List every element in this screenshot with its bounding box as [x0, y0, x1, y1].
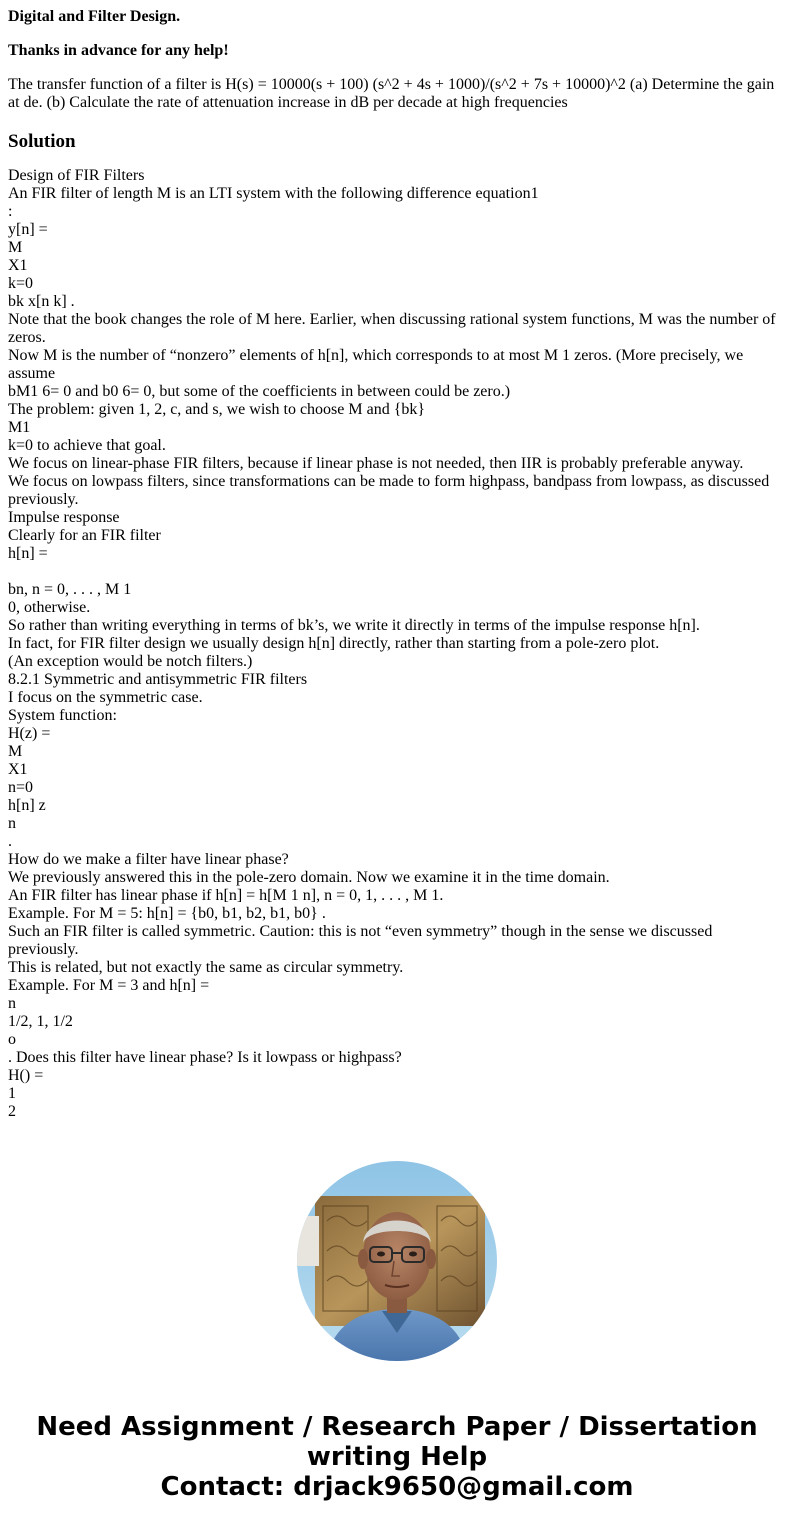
solution-line: An FIR filter has linear phase if h[n] = h[M 1 n], n = 0, 1, . . . , M 1. — [8, 887, 444, 904]
solution-line: I focus on the symmetric case. — [8, 689, 203, 706]
solution-line: In fact, for FIR filter design we usually design h[n] directly, rather than starting from a pole-zero plot. — [8, 635, 660, 652]
footer-line-2: writing Help — [306, 1442, 488, 1472]
solution-line: We focus on lowpass filters, since transformations can be made to form highpass, bandpass from lowpass, as discussed previously. — [8, 473, 770, 508]
solution-line: n=0 — [8, 779, 34, 796]
solution-line: n — [8, 995, 16, 1012]
solution-line: This is related, but not exactly the same as circular symmetry. — [8, 959, 404, 976]
solution-line: M — [8, 743, 23, 760]
solution-line: 2 — [8, 1103, 16, 1120]
solution-line: bn, n = 0, . . . , M 1 — [8, 581, 132, 598]
solution-line: 1/2, 1, 1/2 — [8, 1013, 73, 1030]
solution-line: We focus on linear-phase FIR filters, because if linear phase is not needed, then IIR is probably preferable anyway. — [8, 455, 744, 472]
solution-line: The problem: given 1, 2, c, and s, we wish to choose M and {bk} — [8, 401, 426, 418]
solution-line: We previously answered this in the pole-zero domain. Now we examine it in the time domain. — [8, 869, 610, 886]
footer-contact: Contact: drjack9650@gmail.com — [160, 1472, 634, 1502]
solution-line: H() = — [8, 1067, 44, 1084]
solution-line: Clearly for an FIR filter — [8, 527, 161, 544]
solution-line: Note that the book changes the role of M here. Earlier, when discussing rational system functions, M was the number of zeros. — [8, 311, 776, 346]
solution-line: n — [8, 815, 16, 832]
solution-line: h[n] z — [8, 797, 46, 814]
solution-line: Example. For M = 5: h[n] = {b0, b1, b2, b1, b0} . — [8, 905, 326, 922]
solution-line: X1 — [8, 257, 28, 274]
solution-line: 8.2.1 Symmetric and antisymmetric FIR filters — [8, 671, 308, 688]
solution-line: H(z) = — [8, 725, 51, 742]
solution-line: h[n] = — [8, 545, 48, 562]
solution-line: Example. For M = 3 and h[n] = — [8, 977, 210, 994]
solution-line: X1 — [8, 761, 28, 778]
question-thanks: Thanks in advance for any help! — [8, 42, 229, 59]
solution-line: Such an FIR filter is called symmetric. Caution: this is not “even symmetry” though in the sense we discussed previously. — [8, 923, 713, 958]
question-text: The transfer function of a filter is H(s) = 10000(s + 100) (s^2 + 4s + 1000)/(s^2 + 7s + 10000)^2 (a) Determine the gain at de. (b) Calculate the rate of attenuation increase in dB per decade at high frequencies — [8, 76, 775, 111]
solution-line: Impulse response — [8, 509, 120, 526]
solution-line: bM1 6= 0 and b0 6= 0, but some of the coefficients in between could be zero.) — [8, 383, 511, 400]
solution-line: k=0 to achieve that goal. — [8, 437, 166, 454]
solution-line: 1 — [8, 1085, 16, 1102]
footer-banner — [0, 1412, 794, 1502]
solution-line: So rather than writing everything in terms of bk’s, we write it directly in terms of the impulse response h[n]. — [8, 617, 700, 634]
author-photo-icon — [297, 1161, 497, 1361]
solution-body — [8, 167, 786, 1121]
solution-line: M — [8, 239, 23, 256]
solution-line: y[n] = — [8, 221, 48, 238]
solution-heading: Solution — [8, 131, 76, 152]
solution-line: . — [8, 833, 12, 850]
solution-line: An FIR filter of length M is an LTI system with the following difference equation1 — [8, 185, 539, 202]
solution-line: bk x[n k] . — [8, 293, 75, 310]
solution-line: How do we make a filter have linear phase? — [8, 851, 289, 868]
solution-line: : — [8, 203, 13, 220]
solution-line: (An exception would be notch filters.) — [8, 653, 253, 670]
author-avatar — [297, 1161, 497, 1361]
solution-line: M1 — [8, 419, 31, 436]
solution-line: Design of FIR Filters — [8, 167, 145, 184]
question-title: Digital and Filter Design. — [8, 8, 181, 25]
solution-line: . Does this filter have linear phase? Is it lowpass or highpass? — [8, 1049, 402, 1066]
solution-line: 0, otherwise. — [8, 599, 91, 616]
solution-line: System function: — [8, 707, 117, 724]
solution-line — [8, 563, 786, 581]
footer-line-1: Need Assignment / Research Paper / Dissertation — [36, 1412, 758, 1442]
solution-line: o — [8, 1031, 16, 1048]
page-content — [0, 8, 794, 1121]
solution-line: k=0 — [8, 275, 34, 292]
solution-line: Now M is the number of “nonzero” elements of h[n], which corresponds to at most M 1 zeros. (More precisely, we assume — [8, 347, 744, 382]
